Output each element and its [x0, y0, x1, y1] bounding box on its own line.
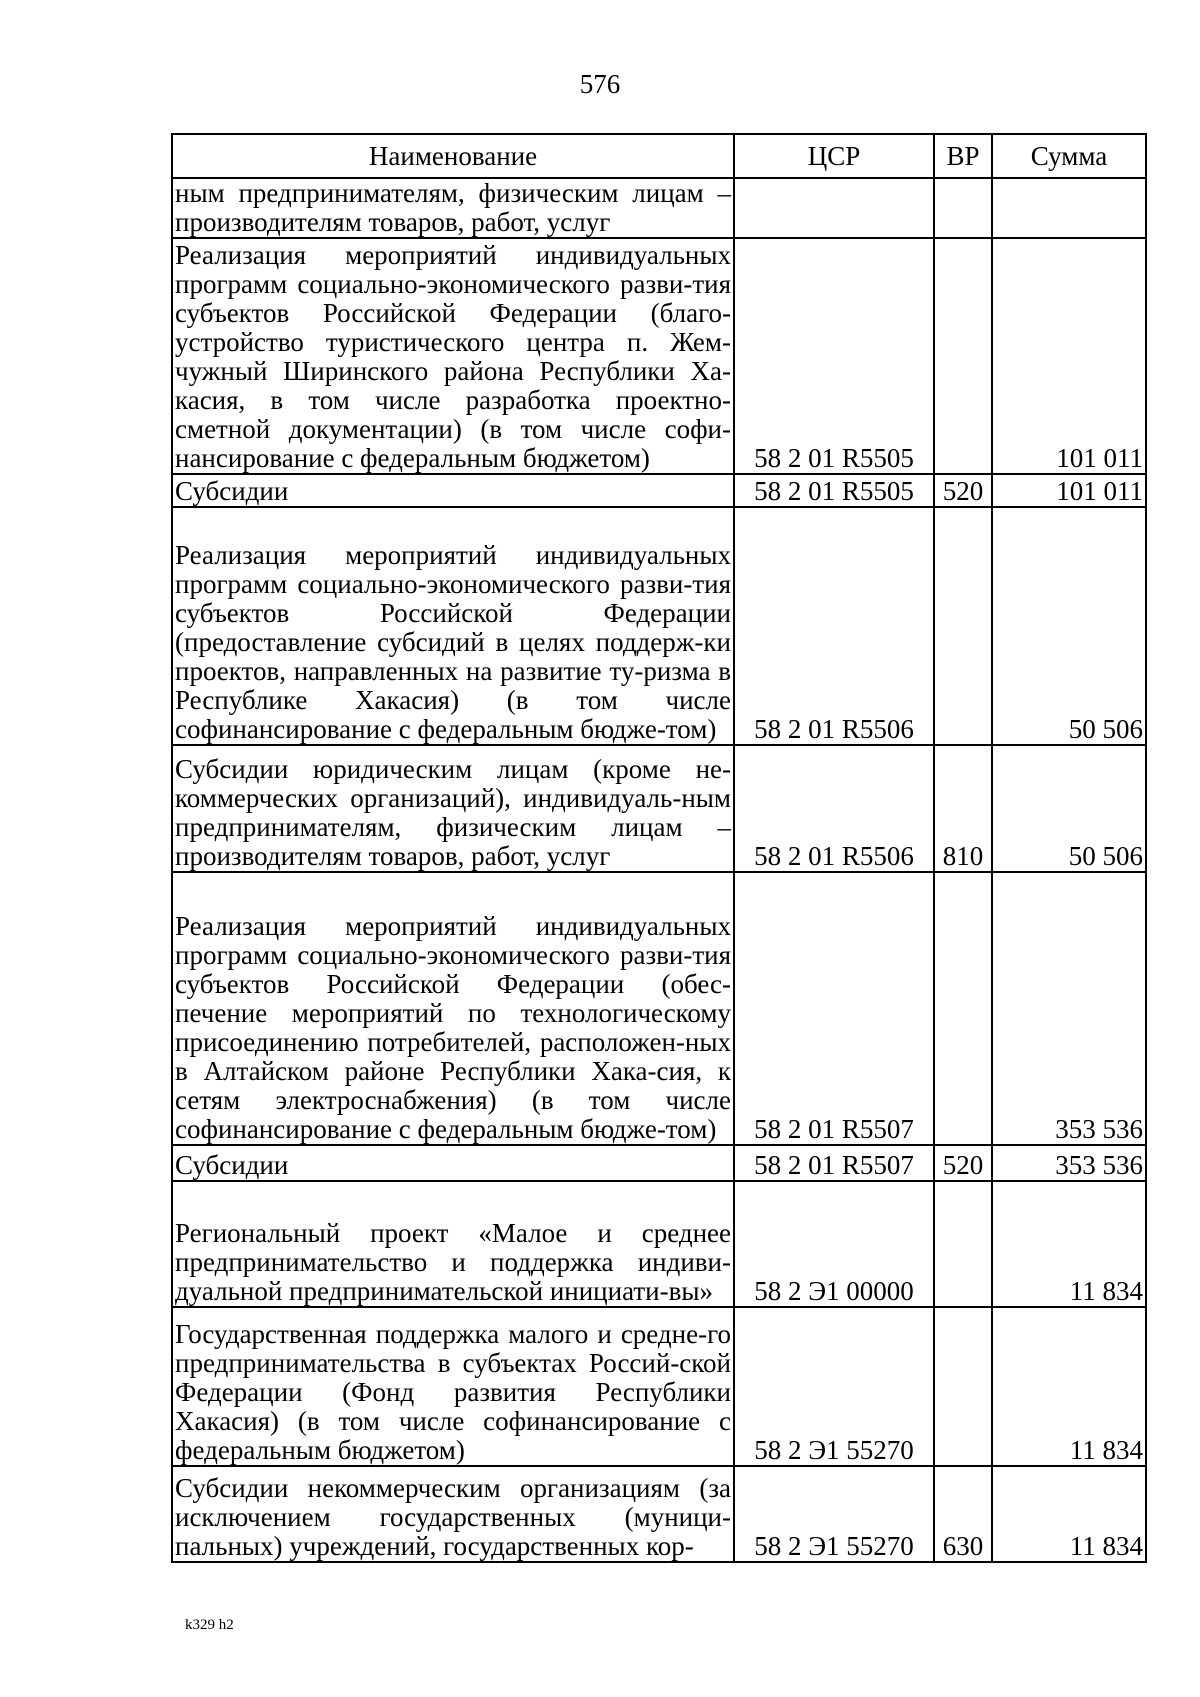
header-csr: ЦСР — [734, 134, 934, 178]
row-vr — [934, 1181, 992, 1307]
row-name: Реализация мероприятий индивидуальных программ социально-экономического разви-тия субъектов Российской Федерации (предоставление субсидий в целях поддерж-ки проектов, направленных на развитие ту-ризма в Республике Хакасия) (в том числе софинансирование с федеральным бюдже-том) — [172, 507, 734, 745]
row-sum: 50 506 — [992, 507, 1146, 745]
row-name: ным предпринимателям, физическим лицам – производителям товаров, работ, услуг — [172, 178, 734, 238]
row-vr: 520 — [934, 474, 992, 507]
table-row — [172, 178, 1146, 238]
row-sum: 101 011 — [992, 474, 1146, 507]
row-sum: 11 834 — [992, 1466, 1146, 1562]
row-vr — [934, 178, 992, 238]
row-sum: 11 834 — [992, 1181, 1146, 1307]
row-csr — [734, 178, 934, 238]
row-csr: 58 2 01 R5507 — [734, 872, 934, 1145]
row-name: Государственная поддержка малого и средне-го предпринимательства в субъектах Россий-ской Федерации (Фонд развития Республики Хакасия) (в том числе софинансирование с федеральным бюджетом) — [172, 1307, 734, 1466]
header-vr: ВР — [934, 134, 992, 178]
table-row — [172, 1181, 1146, 1307]
row-name: Реализация мероприятий индивидуальных программ социально-экономического разви-тия субъектов Российской Федерации (обес-печение мероприятий по технологическому присоединению потребителей, расположен-ных в Алтайском районе Республики Хака-сия, к сетям электроснабжения) (в том числе софинансирование с федеральным бюдже-том) — [172, 872, 734, 1145]
row-name: Субсидии — [172, 474, 734, 507]
row-vr — [934, 507, 992, 745]
row-csr: 58 2 01 R5505 — [734, 474, 934, 507]
table-row — [172, 745, 1146, 872]
table-row — [172, 1145, 1146, 1181]
row-csr: 58 2 Э1 00000 — [734, 1181, 934, 1307]
table-row — [172, 872, 1146, 1145]
row-name: Реализация мероприятий индивидуальных программ социально-экономического разви-тия субъектов Российской Федерации (благо-устройство туристического центра п. Жем-чужный Ширинского района Республики Ха-касия, в том числе разработка проектно-сметной документации) (в том числе софи-нансирование с федеральным бюджетом) — [172, 238, 734, 474]
header-name: Наименование — [172, 134, 734, 178]
row-sum: 353 536 — [992, 1145, 1146, 1181]
row-sum: 11 834 — [992, 1307, 1146, 1466]
footer-code: k329 h2 — [185, 1617, 234, 1633]
row-csr: 58 2 Э1 55270 — [734, 1466, 934, 1562]
row-name: Субсидии — [172, 1145, 734, 1181]
row-vr: 810 — [934, 745, 992, 872]
row-sum: 353 536 — [992, 872, 1146, 1145]
row-sum: 101 011 — [992, 238, 1146, 474]
table-row — [172, 1307, 1146, 1466]
table-row — [172, 474, 1146, 507]
row-csr: 58 2 01 R5506 — [734, 507, 934, 745]
row-name: Субсидии некоммерческим организациям (за исключением государственных (муници-пальных) учреждений, государственных кор- — [172, 1466, 734, 1562]
row-vr — [934, 872, 992, 1145]
row-csr: 58 2 01 R5507 — [734, 1145, 934, 1181]
row-vr — [934, 238, 992, 474]
table-header-row — [172, 134, 1146, 178]
row-name: Региональный проект «Малое и среднее предпринимательство и поддержка индиви-дуальной предпринимательской инициати-вы» — [172, 1181, 734, 1307]
table-row — [172, 507, 1146, 745]
page-number: 576 — [579, 69, 621, 99]
row-csr: 58 2 01 R5506 — [734, 745, 934, 872]
row-csr: 58 2 Э1 55270 — [734, 1307, 934, 1466]
table-row — [172, 1466, 1146, 1562]
header-sum: Сумма — [992, 134, 1146, 178]
row-name: Субсидии юридическим лицам (кроме не-коммерческих организаций), индивидуаль-ным предпринимателям, физическим лицам – производителям товаров, работ, услуг — [172, 745, 734, 872]
row-vr — [934, 1307, 992, 1466]
row-csr: 58 2 01 R5505 — [734, 238, 934, 474]
row-vr: 520 — [934, 1145, 992, 1181]
row-sum: 50 506 — [992, 745, 1146, 872]
row-vr: 630 — [934, 1466, 992, 1562]
row-sum — [992, 178, 1146, 238]
budget-table — [171, 133, 1147, 1563]
table-row — [172, 238, 1146, 474]
